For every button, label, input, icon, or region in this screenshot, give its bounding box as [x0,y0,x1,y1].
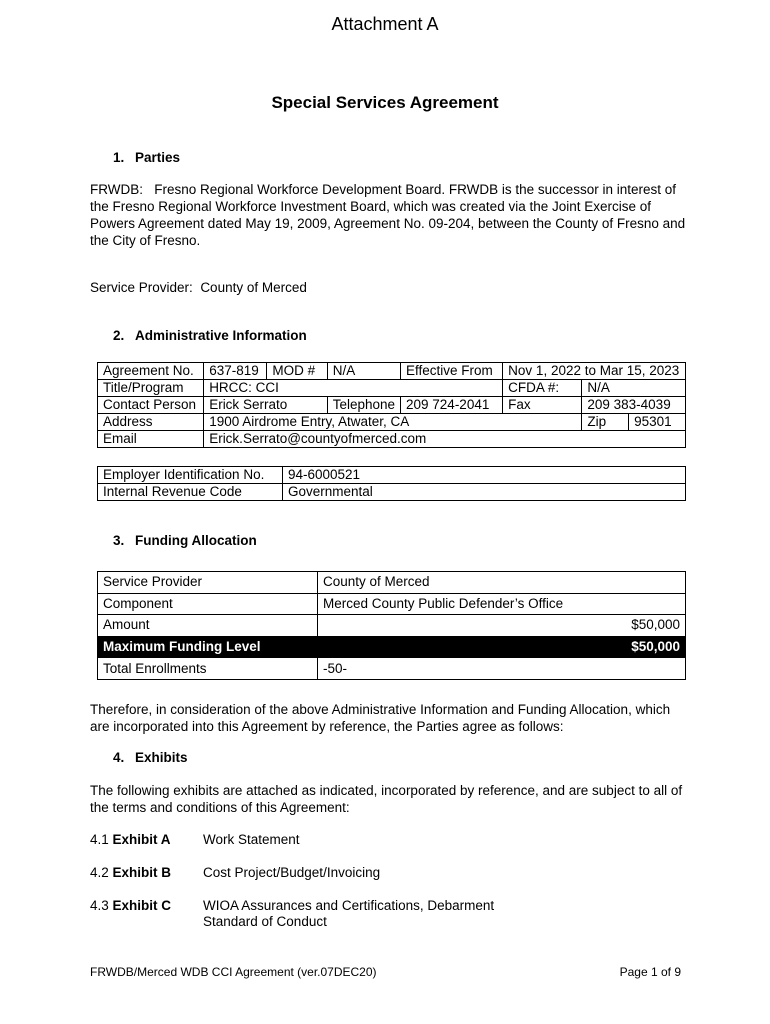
section-1-heading [113,150,180,165]
funding-allocation-table [97,571,686,680]
table-row [98,484,686,501]
frwdb-text: Fresno Regional Workforce Development Board. FRWDB is the successor in interest of the Fresno Regional Workforce Investment Board, which was created via the Joint Exercise of Powers Agreement dated May 19, 2009, Agreement No. 09-204, between the County of Fresno and the City of Fresno. [90,182,686,248]
agreement-no-value: 637-819 [204,363,267,380]
fax-label: Fax [503,397,582,414]
telephone-label: Telephone [327,397,400,414]
section-number: 2. [113,328,125,343]
agreement-no-label: Agreement No. [98,363,204,380]
attachment-label: Attachment A [331,14,439,34]
exhibit-item [90,832,686,848]
table-row [98,467,686,484]
exhibits-intro: The following exhibits are attached as indicated, incorporated by reference, and are subject to all of the terms and conditions of this Agreement: [90,783,683,815]
service-provider-label: Service Provider: [90,280,193,295]
amount-label: Amount [98,615,318,637]
exhibit-description: Work Statement [203,832,300,847]
contact-person-value: Erick Serrato [204,397,328,414]
email-label: Email [98,431,204,448]
service-provider-value: County of Merced [200,280,307,295]
funding-provider-value: County of Merced [318,572,686,594]
title-program-value: HRCC: CCI [204,380,503,397]
section-2-heading [113,328,307,343]
component-value: Merced County Public Defender’s Office [318,593,686,615]
section-number: 4. [113,750,125,765]
section-title: Exhibits [135,750,188,765]
table-row [98,572,686,594]
exhibit-number: 4.3 [90,898,109,913]
tax-info-table [97,466,686,501]
table-row [98,380,686,397]
irc-value: Governmental [283,484,686,501]
table-row [98,414,686,431]
component-label: Component [98,593,318,615]
title-program-label: Title/Program [98,380,204,397]
exhibit-number: 4.2 [90,865,109,880]
irc-label: Internal Revenue Code [98,484,283,501]
frwdb-paragraph [90,181,686,249]
mod-value: N/A [327,363,400,380]
section-title: Administrative Information [135,328,307,343]
exhibit-description: WIOA Assurances and Certifications, Debarment [203,898,495,913]
table-row [98,397,686,414]
mod-label: MOD # [267,363,327,380]
email-value: Erick.Serrato@countyofmerced.com [204,431,686,448]
exhibit-number: 4.1 [90,832,109,847]
ein-label: Employer Identification No. [98,467,283,484]
table-row [98,615,686,637]
ein-value: 94-6000521 [283,467,686,484]
effective-label: Effective From [401,363,503,380]
table-row [98,431,686,448]
max-funding-value: $50,000 [318,636,686,658]
section-title: Funding Allocation [135,533,257,548]
exhibit-description-line-2: Standard of Conduct [203,914,327,929]
exhibit-name: Exhibit B [112,865,172,880]
fax-value: 209 383-4039 [582,397,686,414]
effective-value: Nov 1, 2022 to Mar 15, 2023 [503,363,686,380]
service-provider-line [90,279,307,296]
exhibit-name: Exhibit A [112,832,171,847]
table-row [98,363,686,380]
frwdb-label: FRWDB: [90,182,143,197]
table-row [98,658,686,680]
max-funding-label: Maximum Funding Level [98,636,318,658]
footer-page-number: Page 1 of 9 [619,965,681,979]
zip-value: 95301 [629,414,686,431]
address-label: Address [98,414,204,431]
telephone-value: 209 724-2041 [401,397,503,414]
zip-label: Zip [582,414,629,431]
funding-provider-label: Service Provider [98,572,318,594]
amount-value: $50,000 [318,615,686,637]
section-4-heading [113,750,188,765]
section-number: 1. [113,150,125,165]
footer-document-id: FRWDB/Merced WDB CCI Agreement (ver.07DEC20) [90,965,377,979]
table-row [98,593,686,615]
cfda-label: CFDA #: [503,380,582,397]
section-number: 3. [113,533,125,548]
administrative-info-table [97,362,686,448]
exhibit-item [90,865,686,881]
section-title: Parties [135,150,181,165]
cfda-value: N/A [582,380,686,397]
enrollments-value: -50- [318,658,686,680]
therefore-paragraph: Therefore, in consideration of the above Administrative Information and Funding Allocation, which are incorporated into this Agreement by reference, the Parties agree as follows: [90,702,671,734]
table-row [98,636,686,658]
exhibit-description: Cost Project/Budget/Invoicing [203,865,381,880]
contact-person-label: Contact Person [98,397,204,414]
enrollments-label: Total Enrollments [98,658,318,680]
section-3-heading [113,533,257,548]
exhibit-name: Exhibit C [112,898,172,913]
address-value: 1900 Airdrome Entry, Atwater, CA [204,414,582,431]
document-title: Special Services Agreement [271,93,499,112]
exhibit-item [90,898,686,930]
